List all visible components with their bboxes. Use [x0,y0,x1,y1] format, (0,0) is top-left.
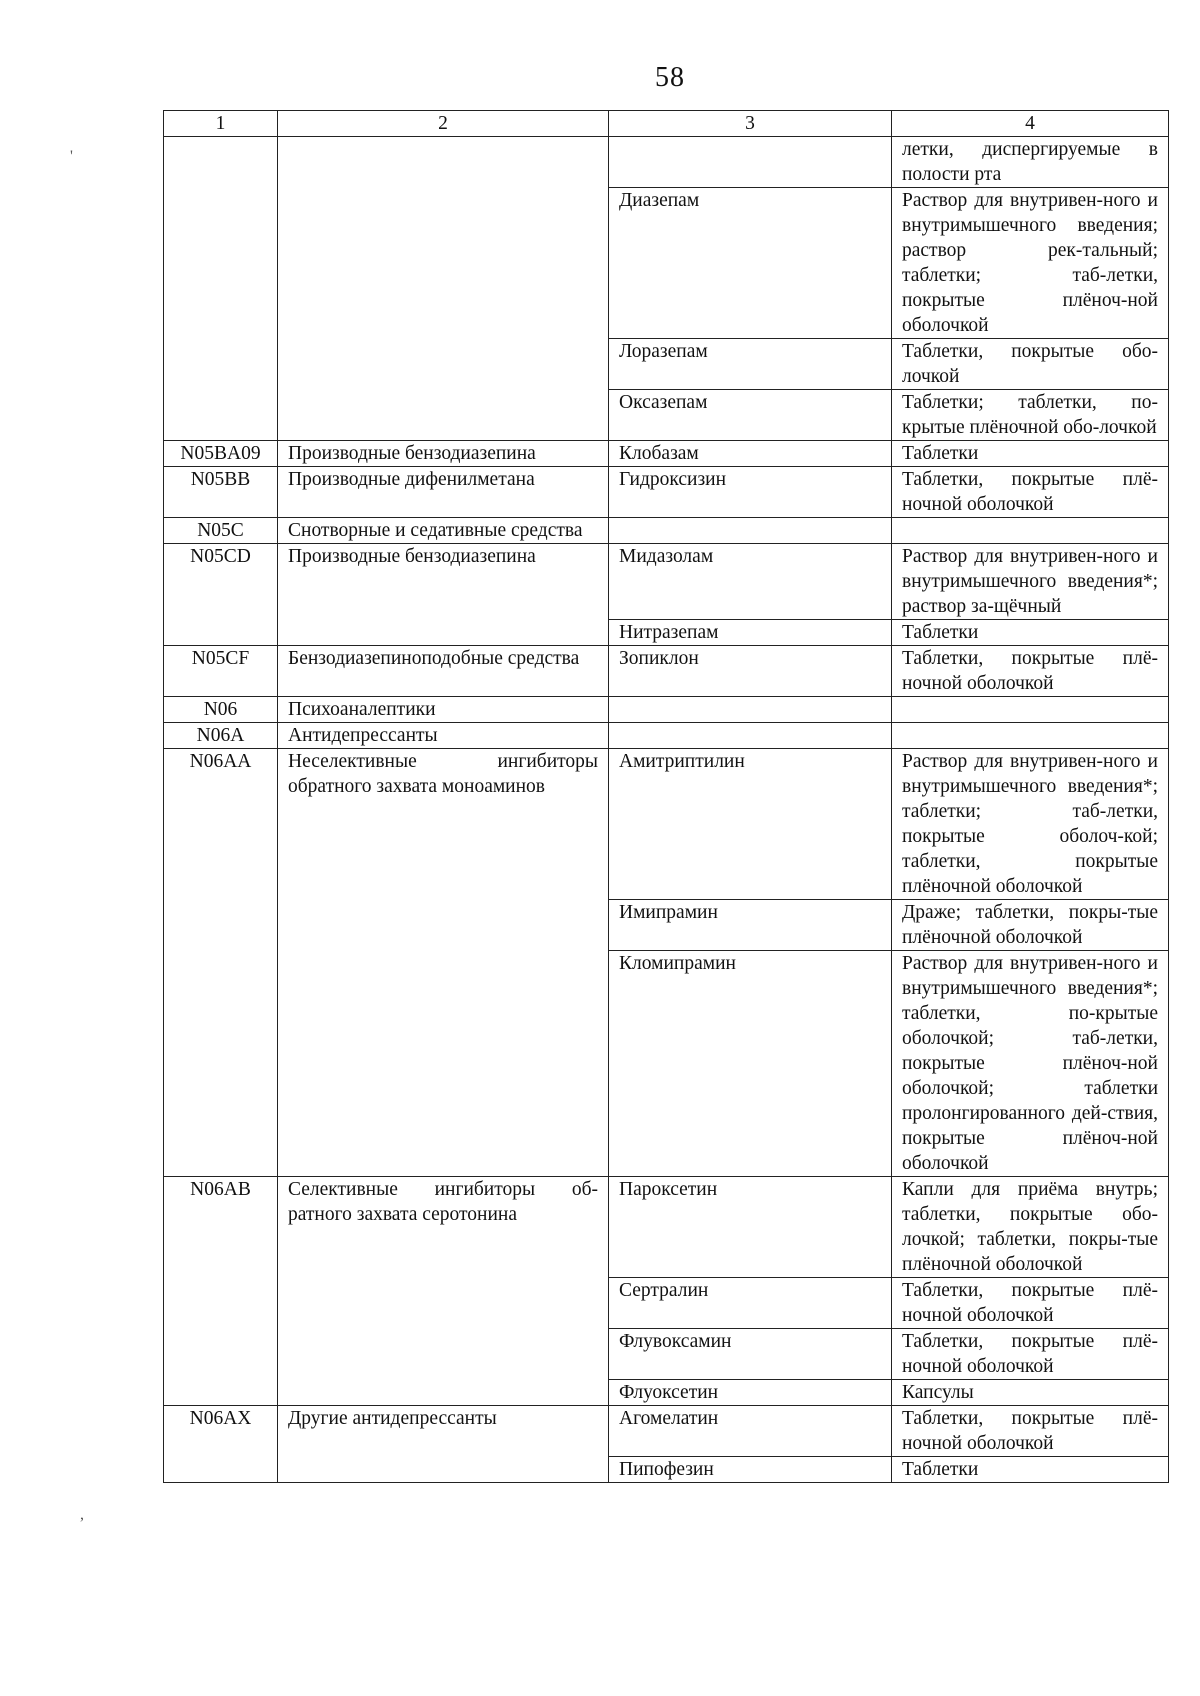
drug-name-cell: Нитразепам [609,620,892,646]
dosage-form-cell: Капли для приёма внутрь; таблетки, покрытые обо-лочкой; таблетки, покры-тые плёночной оболочкой [892,1177,1169,1278]
drug-name-cell: Мидазолам [609,544,892,620]
atc-code-cell: N06AA [164,749,278,1177]
group-name-cell: Другие антидепрессанты [278,1406,609,1483]
drug-name-cell: Агомелатин [609,1406,892,1457]
drug-name-cell [609,518,892,544]
scan-speck: , [80,1506,84,1523]
table-row [164,1177,1169,1278]
dosage-form-cell: Таблетки [892,1457,1169,1483]
atc-code-cell: N06 [164,697,278,723]
table-row [164,544,1169,620]
dosage-form-cell: Драже; таблетки, покры-тые плёночной оболочкой [892,900,1169,951]
drug-name-cell: Амитриптилин [609,749,892,900]
table-row [164,723,1169,749]
table-row [164,467,1169,518]
table-row [164,137,1169,188]
atc-code-cell: N05CD [164,544,278,646]
atc-code-cell: N05BB [164,467,278,518]
table-row [164,1406,1169,1457]
scan-speck: ' [70,148,73,165]
drug-name-cell: Флувоксамин [609,1329,892,1380]
drug-name-cell: Кломипрамин [609,951,892,1177]
dosage-form-cell: Таблетки, покрытые плё-ночной оболочкой [892,1278,1169,1329]
group-name-cell: Антидепрессанты [278,723,609,749]
page-number: 58 [655,62,685,93]
atc-code-cell: N06AX [164,1406,278,1483]
drug-name-cell [609,137,892,188]
group-name-cell: Производные бензодиазепина [278,441,609,467]
dosage-form-cell: Раствор для внутривен-ного и внутримышечного введения*; таблетки, по-крытые оболочкой; таб-летки, покрытые плёноч-ной оболочкой; таблетки пролонгированного дей-ствия, покрытые плёноч-ной оболочкой [892,951,1169,1177]
column-header-3: 3 [609,111,892,137]
group-name-cell [278,137,609,441]
table-row [164,441,1169,467]
drug-name-cell: Пароксетин [609,1177,892,1278]
column-header-2: 2 [278,111,609,137]
dosage-form-cell: Таблетки, покрытые плё-ночной оболочкой [892,646,1169,697]
dosage-form-cell: Раствор для внутривен-ного и внутримышечного введения; раствор рек-тальный; таблетки; таб-летки, покрытые плёноч-ной оболочкой [892,188,1169,339]
dosage-form-cell: Таблетки, покрытые плё-ночной оболочкой [892,1329,1169,1380]
drug-name-cell: Имипрамин [609,900,892,951]
group-name-cell: Селективные ингибиторы об-ратного захвата серотонина [278,1177,609,1406]
drug-name-cell: Диазепам [609,188,892,339]
dosage-form-cell: Таблетки, покрытые плё-ночной оболочкой [892,1406,1169,1457]
atc-code-cell: N05BA09 [164,441,278,467]
atc-code-cell: N06A [164,723,278,749]
dosage-form-cell: Таблетки [892,441,1169,467]
group-name-cell: Бензодиазепиноподобные средства [278,646,609,697]
group-name-cell: Производные дифенилметана [278,467,609,518]
table-row [164,646,1169,697]
drug-name-cell: Пипофезин [609,1457,892,1483]
drug-name-cell: Флуоксетин [609,1380,892,1406]
dosage-form-cell: Таблетки, покрытые плё-ночной оболочкой [892,467,1169,518]
drug-name-cell: Оксазепам [609,390,892,441]
atc-drug-table [163,110,1169,1483]
column-header-4: 4 [892,111,1169,137]
dosage-form-cell: Раствор для внутривен-ного и внутримышечного введения*; раствор за-щёчный [892,544,1169,620]
dosage-form-cell: Раствор для внутривен-ного и внутримышечного введения*; таблетки; таб-летки, покрытые оболоч-кой; таблетки, покрытые плёночной оболочкой [892,749,1169,900]
dosage-form-cell: Таблетки [892,620,1169,646]
group-name-cell: Производные бензодиазепина [278,544,609,646]
atc-code-cell: N05CF [164,646,278,697]
atc-code-cell: N05C [164,518,278,544]
table-row [164,749,1169,900]
table-row [164,697,1169,723]
dosage-form-cell: летки, диспергируемые в полости рта [892,137,1169,188]
dosage-form-cell [892,518,1169,544]
dosage-form-cell: Капсулы [892,1380,1169,1406]
drug-name-cell: Сертралин [609,1278,892,1329]
group-name-cell: Психоаналептики [278,697,609,723]
drug-name-cell: Лоразепам [609,339,892,390]
drug-name-cell [609,723,892,749]
dosage-form-cell [892,697,1169,723]
header-row [164,111,1169,137]
group-name-cell: Снотворные и седативные средства [278,518,609,544]
drug-name-cell: Гидроксизин [609,467,892,518]
atc-code-cell: N06AB [164,1177,278,1406]
dosage-form-cell: Таблетки, покрытые обо-лочкой [892,339,1169,390]
group-name-cell: Неселективные ингибиторы обратного захвата моноаминов [278,749,609,1177]
drug-name-cell: Клобазам [609,441,892,467]
drug-name-cell: Зопиклон [609,646,892,697]
dosage-form-cell: Таблетки; таблетки, по-крытые плёночной обо-лочкой [892,390,1169,441]
table-row [164,518,1169,544]
atc-code-cell [164,137,278,441]
column-header-1: 1 [164,111,278,137]
dosage-form-cell [892,723,1169,749]
drug-name-cell [609,697,892,723]
